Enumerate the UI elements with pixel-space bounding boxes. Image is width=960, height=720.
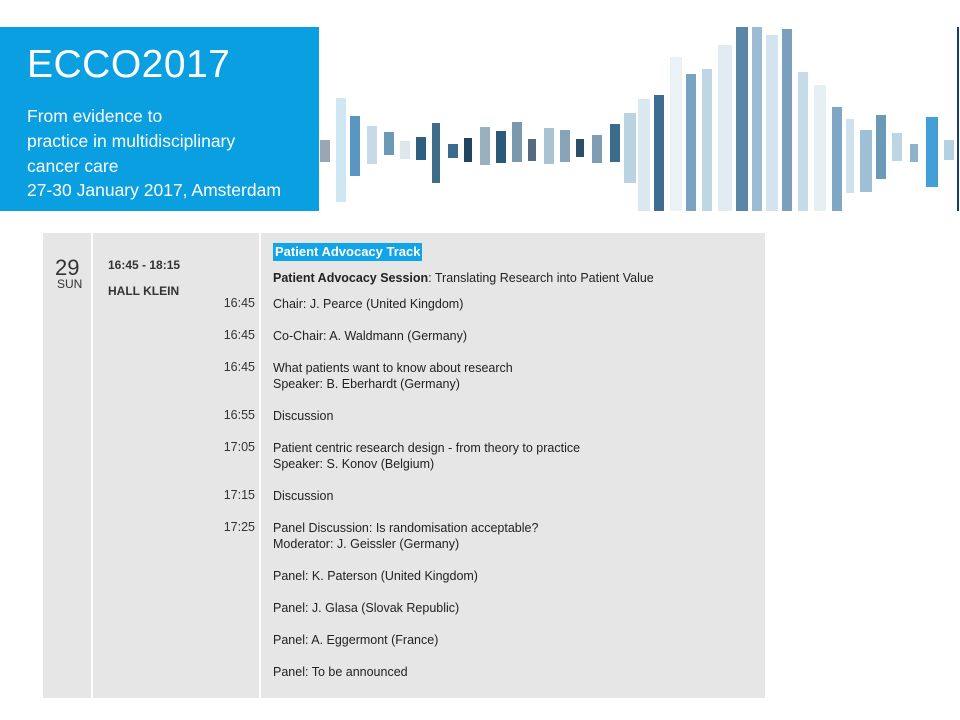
item-time: 16:55: [223, 408, 255, 422]
item-title: Panel Discussion: Is randomisation acceptable?: [273, 521, 539, 535]
banner-bar: [736, 27, 748, 211]
item-title: Panel: J. Glasa (Slovak Republic): [273, 601, 460, 615]
session-time: 16:45 - 18:15: [108, 258, 181, 272]
banner-bar: [320, 140, 330, 162]
banner-subtitle-line: From evidence to: [27, 106, 163, 126]
banner-bar: [814, 85, 826, 211]
banner-bar: [832, 107, 842, 211]
banner-title: ECCO2017: [27, 43, 231, 86]
banner-bar: [798, 72, 808, 211]
item-time: 16:45: [223, 328, 255, 342]
item-speaker: Speaker: B. Eberhardt (Germany): [273, 377, 460, 391]
banner-bar: [718, 45, 732, 211]
banner-bar: [480, 127, 490, 165]
ecco-banner: [0, 27, 960, 211]
banner-bar: [432, 123, 440, 183]
banner-bar: [350, 116, 360, 176]
banner-bar: [782, 29, 792, 211]
banner-decorative-bars-image: [320, 27, 960, 211]
banner-bar: [654, 95, 664, 211]
item-time: 16:45: [223, 360, 255, 374]
day-number: 29: [55, 255, 80, 280]
banner-bar: [576, 139, 584, 157]
item-title: Discussion: [273, 489, 334, 503]
day-name: SUN: [57, 277, 83, 291]
session-hall: HALL KLEIN: [108, 284, 180, 298]
banner-bar: [448, 144, 458, 158]
banner-bar: [367, 126, 377, 164]
banner-subtitle-line: practice in multidisciplinary: [27, 131, 236, 151]
item-title: Chair: J. Pearce (United Kingdom): [273, 297, 464, 311]
item-title: Patient centric research design - from theory to practice: [273, 441, 581, 455]
banner-bar: [592, 135, 602, 163]
banner-bar: [944, 140, 954, 160]
banner-bar: [876, 115, 886, 179]
session-title-text: : Translating Research into Patient Value: [428, 271, 654, 285]
item-time: 17:15: [223, 488, 255, 502]
banner-bar: [544, 128, 554, 164]
banner-bar: [846, 119, 854, 193]
item-title: Panel: K. Paterson (United Kingdom): [273, 569, 478, 583]
banner-bar: [512, 122, 522, 162]
banner-date: 27-30 January 2017, Amsterdam: [27, 180, 281, 200]
item-title: Panel: To be announced: [273, 665, 408, 679]
banner-subtitle: [27, 104, 317, 179]
banner-bar: [686, 74, 696, 211]
banner-bar: [624, 113, 636, 183]
item-time: 17:25: [223, 520, 255, 534]
banner-edge-line: [957, 27, 959, 211]
banner-bar: [416, 137, 426, 160]
banner-bar: [702, 69, 712, 211]
banner-bar: [766, 35, 778, 211]
item-time: 16:45: [223, 296, 255, 310]
column-divider: [259, 233, 261, 698]
programme-session-table: [43, 233, 765, 698]
banner-bar: [336, 98, 346, 202]
banner-bar: [400, 141, 410, 159]
banner-bar: [528, 139, 536, 161]
banner-bar: [892, 133, 902, 161]
banner-text-panel: [0, 27, 319, 211]
item-title: What patients want to know about research: [273, 361, 513, 375]
item-speaker: Moderator: J. Geissler (Germany): [273, 537, 460, 551]
banner-bar: [464, 138, 472, 162]
banner-bar: [670, 57, 682, 211]
item-speaker: Speaker: S. Konov (Belgium): [273, 457, 435, 471]
track-badge[interactable]: Patient Advocacy Track: [275, 244, 421, 259]
banner-bar: [752, 27, 762, 211]
session-title: [273, 271, 654, 285]
item-time: 17:05: [223, 440, 255, 454]
banner-bar: [926, 117, 938, 187]
banner-bar: [384, 132, 394, 155]
banner-bar: [496, 131, 506, 163]
item-title: Co-Chair: A. Waldmann (Germany): [273, 329, 468, 343]
banner-bar: [910, 144, 918, 162]
banner-subtitle-line: cancer care: [27, 156, 119, 176]
item-title: Discussion: [273, 409, 334, 423]
banner-bar: [638, 99, 650, 211]
column-divider: [91, 233, 93, 698]
banner-bar: [860, 130, 872, 192]
session-label: Patient Advocacy Session: [273, 271, 429, 285]
item-title: Panel: A. Eggermont (France): [273, 633, 439, 647]
banner-bar: [560, 130, 570, 162]
banner-bar: [610, 124, 620, 162]
